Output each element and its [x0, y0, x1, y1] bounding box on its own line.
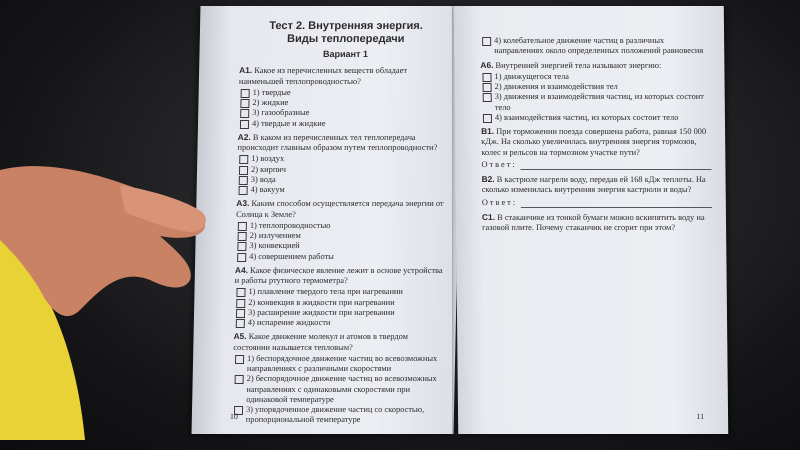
answer-line[interactable]	[521, 162, 712, 170]
answer-option[interactable]	[236, 287, 446, 297]
option-label: 1) теплопроводностью	[249, 220, 331, 230]
checkbox[interactable]	[239, 155, 248, 164]
checkbox[interactable]	[239, 166, 248, 175]
answer-option[interactable]	[239, 185, 449, 195]
option-label: 3) газообразные	[252, 108, 310, 118]
answer-option[interactable]	[483, 113, 711, 123]
answer-option[interactable]	[240, 108, 450, 118]
question-number: B2.	[481, 174, 495, 184]
page-number: 11	[696, 412, 705, 422]
answer-option[interactable]	[241, 88, 451, 98]
option-label: 4) совершением работы	[249, 251, 334, 261]
answer-option[interactable]	[483, 82, 711, 92]
question-number: A6.	[480, 59, 494, 70]
question-a2	[237, 132, 450, 196]
question-body: Внутренней энергией тела называют энергию:	[495, 60, 662, 70]
option-label: 1) движущегося тела	[494, 71, 570, 81]
question-a5	[229, 331, 446, 425]
option-label: 4) взаимодействия частиц, из которых состоит тело	[494, 112, 679, 122]
hand-holding-book	[0, 140, 240, 440]
checkbox[interactable]	[482, 73, 491, 82]
checkbox[interactable]	[483, 114, 492, 123]
answer-option[interactable]	[236, 298, 446, 308]
answer-option[interactable]	[239, 154, 449, 164]
checkbox[interactable]	[240, 120, 249, 129]
question-number: A5.	[233, 331, 247, 342]
question-text	[239, 65, 451, 87]
question-number: A4.	[234, 264, 249, 275]
answer-option[interactable]	[240, 119, 450, 129]
option-label: 2) излучением	[249, 231, 301, 241]
question-body: Какое физическое явление лежит в основе устройства и работы ртутного термометра?	[234, 265, 443, 286]
option-label: 4) твердые и жидкие	[251, 118, 326, 128]
answer-line[interactable]	[521, 200, 712, 208]
question-text	[236, 198, 448, 220]
checkbox[interactable]	[240, 99, 249, 108]
option-label: 3) конвекцией	[249, 241, 300, 251]
question-body: В каком из перечисленных тел теплопередача происходит главным образом путем теплопроводности?	[237, 132, 438, 153]
answer-option[interactable]	[237, 252, 447, 262]
answer-label: Ответ:	[481, 159, 517, 169]
option-label: 3) движения и взаимодействия частиц, из которых состоит тело	[494, 92, 704, 112]
option-label: 3) упорядоченное движение частиц со скоростью, пропорциональной температуре	[245, 405, 425, 425]
right-page	[454, 6, 728, 434]
question-number: A2.	[237, 131, 251, 142]
option-label: 3) вода	[250, 174, 276, 184]
option-label: 2) кирпич	[250, 164, 287, 174]
answer-option[interactable]	[482, 36, 710, 57]
checkbox[interactable]	[483, 93, 492, 102]
question-b2	[482, 174, 712, 208]
answer-field[interactable]	[482, 198, 712, 208]
answer-option[interactable]	[239, 175, 449, 185]
option-label: 4) испарение жидкости	[247, 318, 331, 328]
checkbox[interactable]	[239, 176, 248, 185]
question-body: При торможении поезда совершена работа, равная 150 000 кДж. На сколько увеличилась внутренняя энергия тормозов, колес и рельсов на тормозном участке пути?	[481, 127, 707, 157]
question-a4	[234, 265, 447, 329]
test-title	[240, 20, 453, 46]
answer-option[interactable]	[483, 92, 711, 113]
answer-option[interactable]	[235, 354, 445, 375]
option-label: 1) твердые	[252, 87, 291, 97]
checkbox[interactable]	[482, 37, 491, 46]
option-label: 2) жидкие	[252, 98, 289, 108]
answer-option[interactable]	[239, 165, 449, 175]
question-body: Какое из перечисленных веществ обладает наименьшей теплопроводностью?	[238, 66, 408, 86]
question-body: Каким способом осуществляется передача энергии от Солнца к Земле?	[236, 199, 444, 219]
title-line-1: Тест 2. Внутренняя энергия.	[269, 20, 423, 32]
question-number: C1.	[481, 211, 496, 222]
question-text	[480, 60, 710, 71]
question-text	[237, 132, 449, 154]
option-label: 2) беспорядочное движение частиц во всевозможных направлениях с одинаковыми скоростями при одинаковой температуре	[246, 374, 437, 404]
answer-option[interactable]	[234, 405, 444, 426]
answer-option[interactable]	[236, 308, 446, 318]
question-c1	[482, 212, 712, 234]
question-number: B1.	[481, 126, 495, 136]
question-text	[482, 174, 712, 196]
question-a3	[235, 198, 448, 262]
answer-option[interactable]	[482, 72, 710, 82]
checkbox[interactable]	[240, 109, 249, 118]
question-text	[482, 212, 712, 234]
answer-field[interactable]	[481, 160, 711, 170]
question-a1	[238, 65, 451, 129]
answer-option[interactable]	[238, 231, 448, 241]
question-body: В кастрюле нагрели воду, передав ей 168 кДж теплоты. На сколько изменилась внутренняя энергия кастрюли и воды?	[481, 175, 706, 195]
option-label: 2) движения и взаимодействия тел	[494, 82, 618, 91]
question-number: A1.	[239, 65, 253, 76]
question-a6	[480, 60, 711, 124]
checkbox[interactable]	[241, 89, 250, 98]
option-label: 4) колебательное движение частиц в различных направлениях около определенных положений равновесия	[494, 36, 704, 56]
answer-option[interactable]	[240, 98, 450, 108]
question-b1	[481, 126, 711, 170]
variant-heading: Вариант 1	[322, 49, 369, 60]
answer-label: Ответ:	[481, 197, 518, 207]
option-label: 1) беспорядочное движение частиц во всевозможных направлениях с различными скоростями	[246, 353, 438, 374]
question-text	[233, 331, 445, 353]
answer-option[interactable]	[237, 241, 447, 251]
option-label: 1) воздух	[251, 154, 285, 164]
question-body: В стаканчике из тонкой бумаги можно вскипятить воду на газовой плите. Почему стаканчик не сгорит при этом?	[482, 212, 705, 232]
page-number: 10	[229, 412, 238, 422]
answer-option[interactable]	[236, 318, 446, 328]
option-label: 4) вакуум	[250, 185, 285, 195]
question-text	[481, 126, 711, 158]
title-line-2: Виды теплопередачи	[286, 33, 405, 46]
answer-option[interactable]	[238, 221, 448, 231]
checkbox[interactable]	[483, 83, 492, 92]
option-label: 3) расширение жидкости при нагревании	[247, 307, 395, 317]
option-label: 2) конвекция в жидкости при нагревании	[248, 297, 395, 307]
answer-option[interactable]	[234, 374, 445, 405]
option-label: 1) плавление твердого тела при нагревании	[248, 287, 404, 297]
question-number: A3.	[236, 198, 250, 209]
question-body: Какое движение молекул и атомов в твердом состоянии называется тепловым?	[233, 332, 409, 352]
question-text	[235, 265, 447, 287]
